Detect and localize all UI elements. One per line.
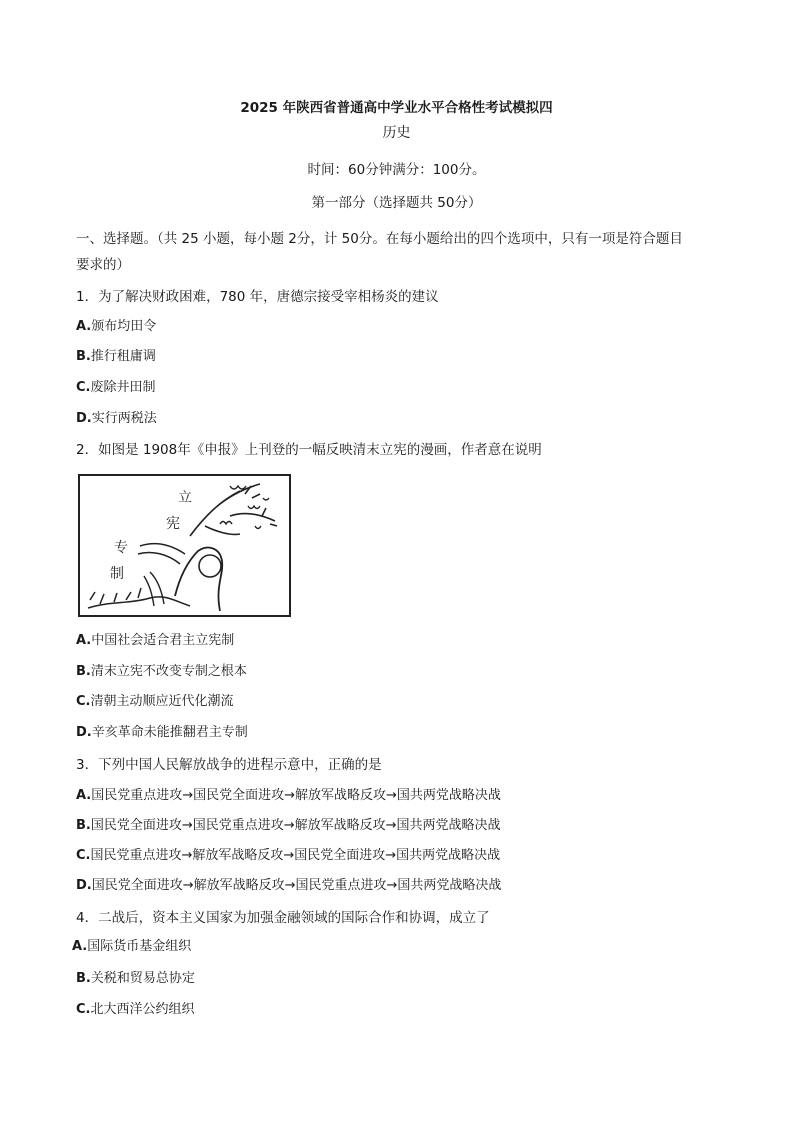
- instructions-line-1: 一、选择题。（共 25 小题，每小题 2分，计 50分。在每小题给出的四个选项中，只有一项是符合题目: [76, 231, 683, 247]
- question-1-option-d: D.实行两税法: [76, 411, 157, 426]
- cartoon-char-zhuan: 专: [114, 540, 128, 556]
- question-1-stem: 1．为了解决财政困难，780 年，唐德宗接受宰相杨炎的建议: [76, 289, 439, 305]
- exam-time-info: 时间：60分钟满分：100分。: [307, 162, 486, 178]
- question-4-option-b: B.关税和贸易总协定: [76, 971, 195, 986]
- exam-part-heading: 第一部分（选择题共 50分）: [311, 195, 482, 211]
- question-1-option-c: C.废除井田制: [76, 380, 156, 395]
- roots: [144, 572, 164, 606]
- cartoon-drawing: [80, 476, 289, 615]
- leaf-scribbles: [220, 486, 269, 529]
- question-2-option-b: B.清末立宪不改变专制之根本: [76, 664, 247, 679]
- exam-subject: 历史: [382, 125, 411, 141]
- exam-title: 2025 年陕西省普通高中学业水平合格性考试模拟四: [240, 100, 553, 116]
- question-1-option-b: B.推行租庸调: [76, 349, 156, 364]
- question-4-option-a: A.国际货币基金组织: [72, 939, 192, 954]
- figure-head: [199, 555, 221, 577]
- question-2-stem: 2．如图是 1908年《申报》上刊登的一幅反映清末立宪的漫画，作者意在说明: [76, 442, 542, 458]
- cartoon-char-zhi: 制: [110, 566, 124, 582]
- question-2-option-a: A.中国社会适合君主立宪制: [76, 633, 235, 648]
- question-3-option-d: D.国民党全面进攻→解放军战略反攻→国民党重点进攻→国共两党战略决战: [76, 878, 502, 893]
- cartoon-char-li: 立: [178, 490, 192, 506]
- question-2-option-c: C.清朝主动顺应近代化潮流: [76, 694, 234, 709]
- question-3-option-b: B.国民党全面进攻→国民党重点进攻→解放军战略反攻→国共两党战略决战: [76, 818, 501, 833]
- tree-branches: [190, 484, 277, 536]
- question-4-stem: 4．二战后，资本主义国家为加强金融领域的国际合作和协调，成立了: [76, 910, 490, 926]
- question-1-option-a: A.颁布均田令: [76, 319, 157, 334]
- hanging-branch: [138, 544, 185, 564]
- question-3-option-a: A.国民党重点进攻→国民党全面进攻→解放军战略反攻→国共两党战略决战: [76, 788, 501, 803]
- question-2-option-d: D.辛亥革命未能推翻君主专制: [76, 725, 248, 740]
- question-4-option-c: C.北大西洋公约组织: [76, 1002, 195, 1017]
- question-3-stem: 3．下列中国人民解放战争的进程示意中，正确的是: [76, 757, 382, 773]
- question-3-option-c: C.国民党重点进攻→解放军战略反攻→国民党全面进攻→国共两党战略决战: [76, 848, 501, 863]
- instructions-line-2: 要求的）: [76, 257, 130, 273]
- ground-grass: [88, 588, 190, 608]
- cartoon-figure: [78, 474, 291, 617]
- cartoon-char-xian: 宪: [166, 516, 180, 532]
